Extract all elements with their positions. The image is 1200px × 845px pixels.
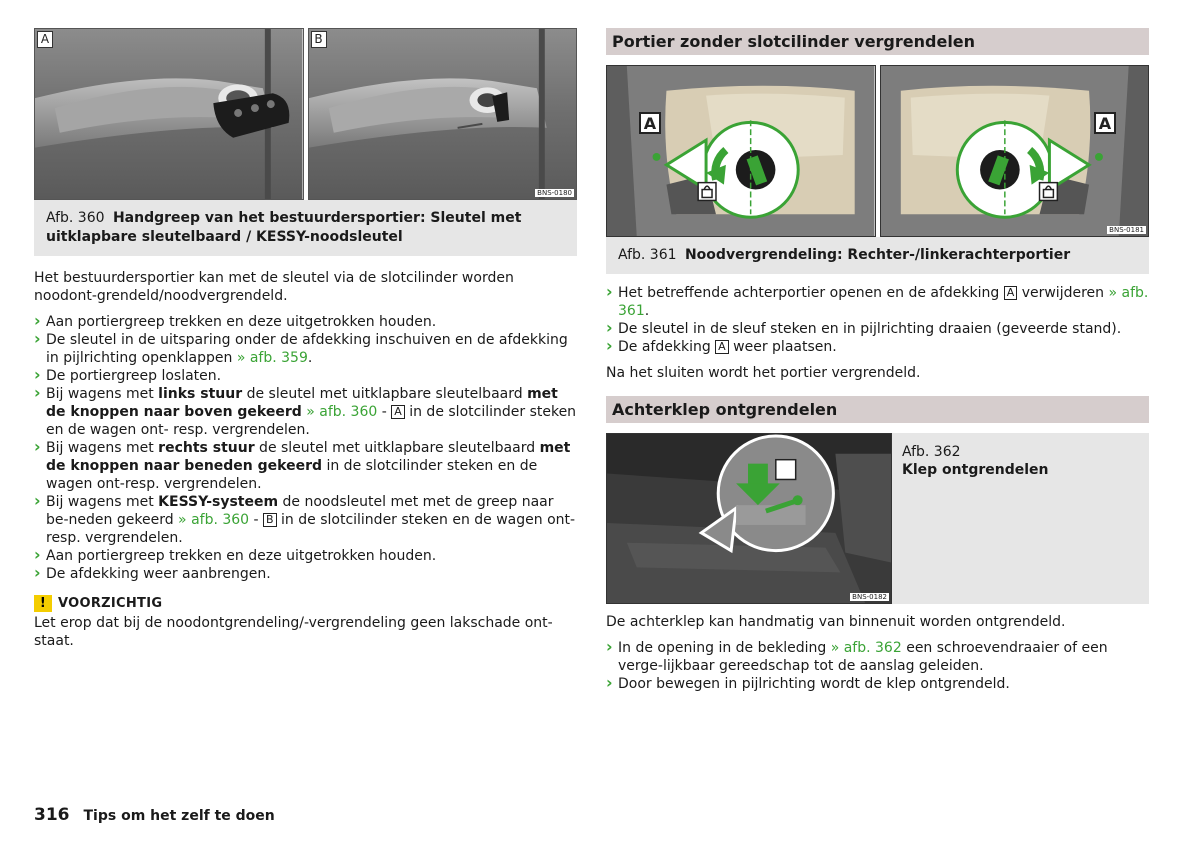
figure-360-panel-b: [308, 28, 578, 200]
step-text: Bij wagens met: [46, 440, 159, 456]
panel-label-b: B: [311, 31, 327, 48]
tailgate-instruction-list: [606, 639, 1149, 693]
step-text: de sleutel met uitklapbare sleutelbaard: [254, 440, 540, 456]
list-item: [606, 284, 1149, 320]
reference-label: B: [263, 513, 277, 527]
door-handle-emergency-key-illustration: [309, 29, 577, 199]
left-column: [34, 28, 577, 650]
figure-link[interactable]: » afb. 361: [618, 285, 1149, 319]
chapter-title: Tips om het zelf te doen: [83, 808, 275, 824]
step-text: In de opening in de bekleding: [618, 640, 831, 656]
reference-label: A: [1004, 286, 1018, 300]
intro-paragraph: Het bestuurdersportier kan met de sleutel via de slotcilinder worden noodont-grendeld/noodvergrendeld.: [34, 270, 514, 304]
step-text: een schroevendraaier of een verge-lijkbaar gereedschap tot de aanslag geleiden.: [618, 640, 1108, 674]
figure-number: Afb. 361: [618, 247, 677, 263]
bold-text: links stuur: [158, 386, 243, 402]
page-footer: [34, 805, 275, 825]
list-item: [34, 313, 577, 331]
step-text: Het betreffende achterportier openen en de afdekking: [618, 285, 1004, 301]
door-lock-instruction-list: [606, 284, 1149, 356]
image-code: BNS-0182: [852, 593, 887, 601]
step-text: -: [249, 512, 264, 528]
step-text: in de slotcilinder steken en de wagen ont-resp. vergrendelen.: [46, 458, 538, 492]
figure-link[interactable]: » afb. 359: [236, 350, 308, 366]
figure-title: Klep ontgrendelen: [902, 462, 1049, 478]
warning-icon: !: [34, 595, 52, 612]
step-text: verwijderen: [1017, 285, 1109, 301]
tailgate-intro: De achterklep kan handmatig van binnenuit worden ontgrendeld.: [606, 614, 1066, 630]
step-text: De afdekking: [618, 339, 716, 355]
cover-label-a: A: [639, 112, 661, 134]
figure-360-panel-a: [34, 28, 304, 200]
rear-door-lock-mirrored-illustration: [881, 66, 1149, 236]
page-number: 316: [34, 805, 70, 825]
step-text: Aan portiergreep trekken en deze uitgetrokken houden.: [46, 548, 437, 564]
figure-360: [34, 28, 577, 256]
figure-number: Afb. 362: [902, 444, 961, 460]
figure-link[interactable]: » afb. 360: [178, 512, 250, 528]
section-heading-tailgate: Achterklep ontgrendelen: [606, 396, 1149, 423]
figure-link[interactable]: » afb. 362: [830, 640, 902, 656]
list-item: [34, 493, 577, 547]
list-item: [606, 639, 1149, 675]
bold-text: met de knoppen naar beneden gekeerd: [46, 440, 571, 474]
figure-362-image: [606, 433, 892, 604]
step-text: Bij wagens met: [46, 386, 159, 402]
section-heading-door-lock: Portier zonder slotcilinder vergrendelen: [606, 28, 1149, 55]
rear-door-lock-illustration: [607, 66, 875, 236]
step-text: De afdekking weer aanbrengen.: [46, 566, 271, 582]
instruction-list: [34, 313, 577, 583]
figure-title: Handgreep van het bestuurdersportier: Sleutel met uitklapbare sleutelbaard / KESSY-noodsleutel: [46, 210, 522, 245]
figure-362-caption: [892, 433, 1058, 604]
bold-text: KESSY-systeem: [158, 494, 279, 510]
step-text: in de slotcilinder steken en de wagen ont-resp. vergrendelen.: [46, 512, 576, 546]
step-text: De sleutel in de sleuf steken en in pijlrichting draaien (geveerde stand).: [618, 321, 1122, 337]
figure-361-panel-left-door: [880, 65, 1150, 237]
step-text: Bij wagens met: [46, 494, 159, 510]
step-text: -: [377, 404, 392, 420]
step-text: .: [644, 303, 650, 319]
list-item: [34, 331, 577, 367]
list-item: [34, 385, 577, 439]
image-code: BNS-0180: [537, 189, 572, 197]
reference-label: A: [391, 405, 405, 419]
warning-text: Let erop dat bij de noodontgrendeling/-vergrendeling geen lakschade ont-staat.: [34, 615, 553, 649]
figure-362: [606, 433, 1149, 604]
figure-number: Afb. 360: [46, 210, 105, 226]
right-column: [606, 28, 1149, 693]
step-text: Aan portiergreep trekken en deze uitgetrokken houden.: [46, 314, 437, 330]
list-item: [606, 320, 1149, 338]
step-text: weer plaatsen.: [728, 339, 837, 355]
bold-text: met de knoppen naar boven gekeerd: [46, 386, 558, 420]
step-text: in de slotcilinder steken en de wagen ont- resp. vergrendelen.: [46, 404, 577, 438]
figure-361-caption: [606, 237, 1149, 274]
figure-title: Noodvergrendeling: Rechter-/linkerachterportier: [684, 247, 1071, 263]
figure-link[interactable]: » afb. 360: [306, 404, 378, 420]
step-text: De portiergreep loslaten.: [46, 368, 222, 384]
door-handle-key-illustration: [35, 29, 303, 199]
image-code: BNS-0181: [1109, 226, 1144, 234]
figure-361: [606, 65, 1149, 274]
list-item: [606, 338, 1149, 356]
list-item: [606, 675, 1149, 693]
step-text: de sleutel met uitklapbare sleutelbaard: [242, 386, 528, 402]
figure-360-caption: [34, 200, 577, 256]
figure-360-images: [34, 28, 577, 200]
cover-label-a-right: A: [1094, 112, 1116, 134]
step-text: .: [307, 350, 313, 366]
list-item: [34, 367, 577, 385]
list-item: [34, 565, 577, 583]
step-text: de noodsleutel met met de greep naar be-neden gekeerd: [46, 494, 554, 528]
panel-label-a: A: [37, 31, 53, 48]
list-item: [34, 439, 577, 493]
figure-361-images: [606, 65, 1149, 237]
step-text: Door bewegen in pijlrichting wordt de klep ontgrendeld.: [618, 676, 1010, 692]
tailgate-release-illustration: [607, 434, 891, 603]
list-item: [34, 547, 577, 565]
figure-361-panel-right-door: [606, 65, 876, 237]
reference-label: A: [715, 340, 729, 354]
warning-header: [34, 595, 577, 612]
step-text: De sleutel in de uitsparing onder de afdekking inschuiven en de afdekking in pijlrichting openklappen: [46, 332, 568, 366]
warning-title: VOORZICHTIG: [58, 596, 163, 611]
bold-text: rechts stuur: [158, 440, 255, 456]
door-lock-closing-text: Na het sluiten wordt het portier vergrendeld.: [606, 365, 921, 381]
